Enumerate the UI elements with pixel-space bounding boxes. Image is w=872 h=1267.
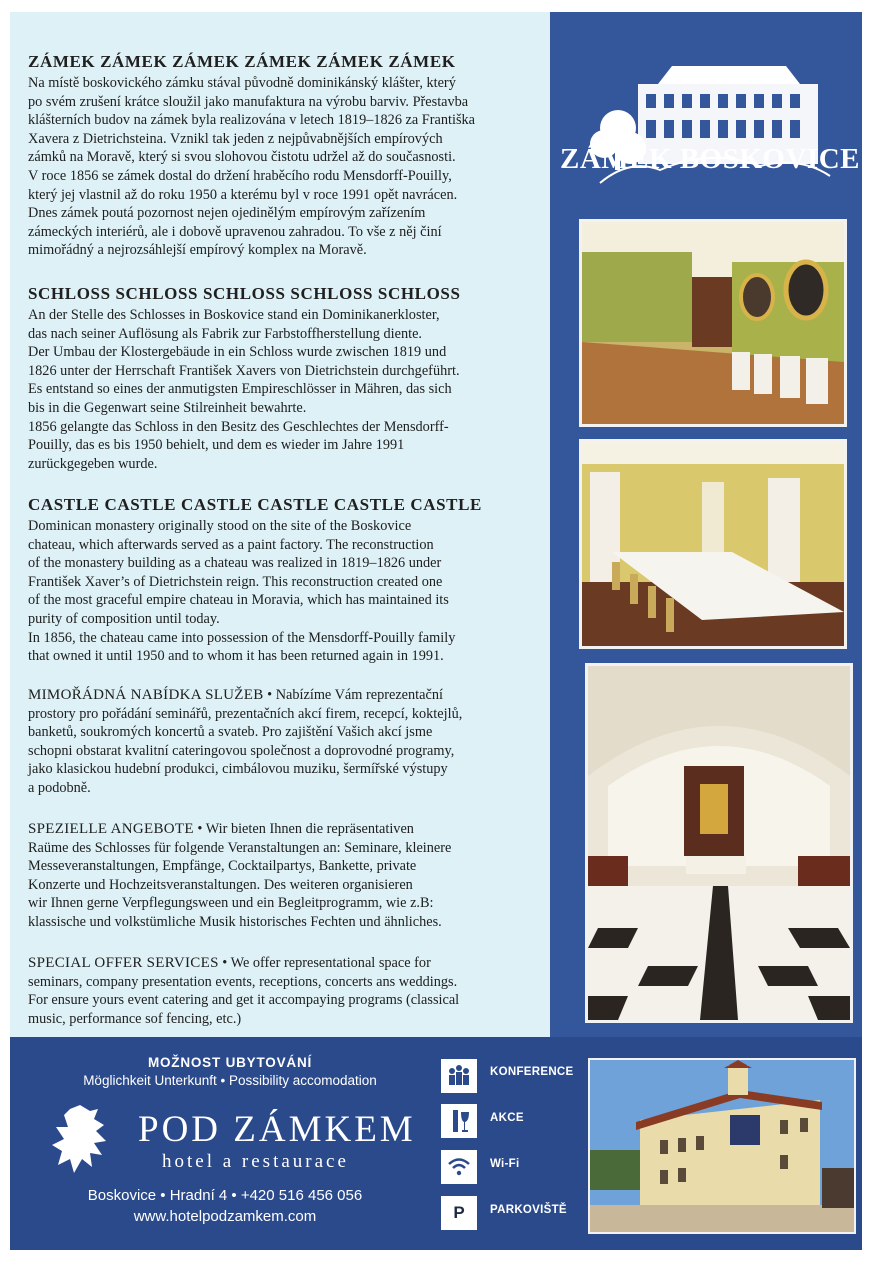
offer-lead: MIMOŘÁDNÁ NABÍDKA SLUŽEB (28, 687, 264, 703)
photo-hotel-building (588, 1058, 856, 1234)
hotel-website[interactable]: www.hotelpodzamkem.com (133, 1208, 317, 1225)
section-english (28, 495, 544, 666)
offer-lead: SPECIAL OFFER SERVICES (28, 955, 219, 971)
castle-logo-title: ZÁMEK BOSKOVICE (560, 143, 860, 175)
photo-chapel (585, 663, 853, 1023)
hotel-name: POD ZÁMKEM (138, 1109, 416, 1150)
section-body: Na místě boskovického zámku stával původně dominikánský klášter, který po svém zrušení krátce sloužil jako manufaktura na výrobu barviv. Přestavba klášterních budov na zámek byla realizována v letech 1819–1826 za Františka Xavera z Dietrichsteina. Vznikl tak jeden z nejpůvabnějších empírových zámků na Moravě, který si svou slohovou čistotu udržel až do současnosti. V roce 1856 se zámek dostal do držení hraběcího rodu Mensdorff-Pouilly, který jej vlastnil až do roku 1950 a kterému byl v roce 1991 opět navrácen. Dnes zámek poutá pozornost nejen ojedinělým empírovým zařízením zámeckých interiérů, ale i dobově upravenou zahradou. To vše z něj činí mimořádný a nejrozsáhlejší empírový komplex na Moravě. (28, 75, 476, 259)
conference-icon (441, 1059, 477, 1093)
wifi-icon (441, 1150, 477, 1184)
section-german (28, 284, 544, 473)
section-offer-czech (28, 686, 544, 798)
amenity-conference-label: KONFERENCE (490, 1066, 574, 1078)
section-heading: CASTLE CASTLE CASTLE CASTLE CASTLE CASTLE (28, 495, 482, 514)
dining-room-illustration (582, 442, 844, 646)
accommodation-heading: MOŽNOST UBYTOVÁNÍ (147, 1055, 313, 1070)
section-heading: SCHLOSS SCHLOSS SCHLOSS SCHLOSS SCHLOSS (28, 284, 461, 303)
section-body: An der Stelle des Schlosses in Boskovice stand ein Dominikanerkloster, das nach seiner Auflösung als Fabrik zur Farbstoffherstellung diente. Der Umbau der Klostergebäude in ein Schloss wurde zwischen 1819 und 1826 unter der Herrschaft František Xavers von Dietrichstein durchgeführt. Es entstand so eines der anmutigsten Empireschlösser in Mähren, das sich bis in die Gegenwart seine Stilreinheit bewahrte. 1856 gelangte das Schloss in den Besitz des Geschlechtes der Mensdorff- Pouilly, das es bis 1950 behielt, und dem es wieder im Jahre 1991 zurückgegeben wurde. (28, 307, 460, 472)
hotel-building-illustration (590, 1060, 854, 1232)
section-offer-german (28, 820, 544, 932)
section-czech (28, 52, 544, 260)
lion-emblem-icon (50, 1103, 118, 1179)
section-offer-english (28, 954, 544, 1028)
offer-lead: SPEZIELLE ANGEBOTE (28, 821, 194, 837)
section-heading: ZÁMEK ZÁMEK ZÁMEK ZÁMEK ZÁMEK ZÁMEK (28, 52, 456, 71)
section-body: MIMOŘÁDNÁ NABÍDKA SLUŽEB • Nabízíme Vám reprezentační prostory pro pořádání seminářů, prezentačních akcí firem, recepcí, koktejlů, banketů, soukromých koncertů a svateb. Pro zajištění Vašich akcí jsme schopni obstarat kvalitní cateringovou společnost a doprovodné programy, jako klasickou hudební produkci, cimbálovou muziku, šermířské výstupy a podobně. (28, 687, 463, 796)
amenity-events-label: AKCE (490, 1112, 524, 1124)
section-body: Dominican monastery originally stood on the site of the Boskovice chateau, which afterwards served as a paint factory. The reconstruction of the monastery building as a chateau was realized in 1819–1826 under František Xaver’s of Dietrichstein reign. This reconstruction created one of the most graceful empire chateau in Moravia, which has maintained its purity of composition until today. In 1856, the chateau came into possession of the Mensdorff-Pouilly family that owned it until 1950 and to whom it has been returned again in 1991. (28, 518, 456, 665)
hotel-subtitle: hotel a restaurace (162, 1151, 349, 1172)
wine-glass-icon (441, 1104, 477, 1138)
portrait-hall-illustration (582, 222, 844, 424)
parking-letter: P (453, 1203, 465, 1222)
section-body: SPEZIELLE ANGEBOTE • Wir bieten Ihnen die repräsentativen Raüme des Schlosses für folgende Veranstaltungen an: Seminare, kleinere Messeveranstaltungen, Empfänge, Cocktailpartys, Bankette, private Konzerte und Hochzeitsveranstaltungen. Des weiteren organisieren wir Ihnen gerne Verpflegungsween und ein Begleitprogramm, wie z.B: klassische und volkstümliche Musik historisches Fechten und ähnliches. (28, 821, 452, 930)
hotel-address: Boskovice • Hradní 4 • +420 516 456 056 (87, 1187, 363, 1204)
accommodation-subheading: Möglichkeit Unterkunft • Possibility accomodation (83, 1073, 377, 1088)
photo-portrait-hall (579, 219, 847, 427)
amenity-wifi-label: Wi-Fi (490, 1158, 520, 1170)
chapel-illustration (588, 666, 850, 1020)
amenity-parking-label: PARKOVIŠTĚ (490, 1204, 567, 1216)
photo-dining-room (579, 439, 847, 649)
parking-icon (441, 1196, 477, 1230)
section-body: SPECIAL OFFER SERVICES • We offer representational space for seminars, company presentation events, receptions, concerts ans weddings. For ensure yours event catering and get it accompaying programs (classical music, performance sof fencing, etc.) (28, 955, 460, 1027)
